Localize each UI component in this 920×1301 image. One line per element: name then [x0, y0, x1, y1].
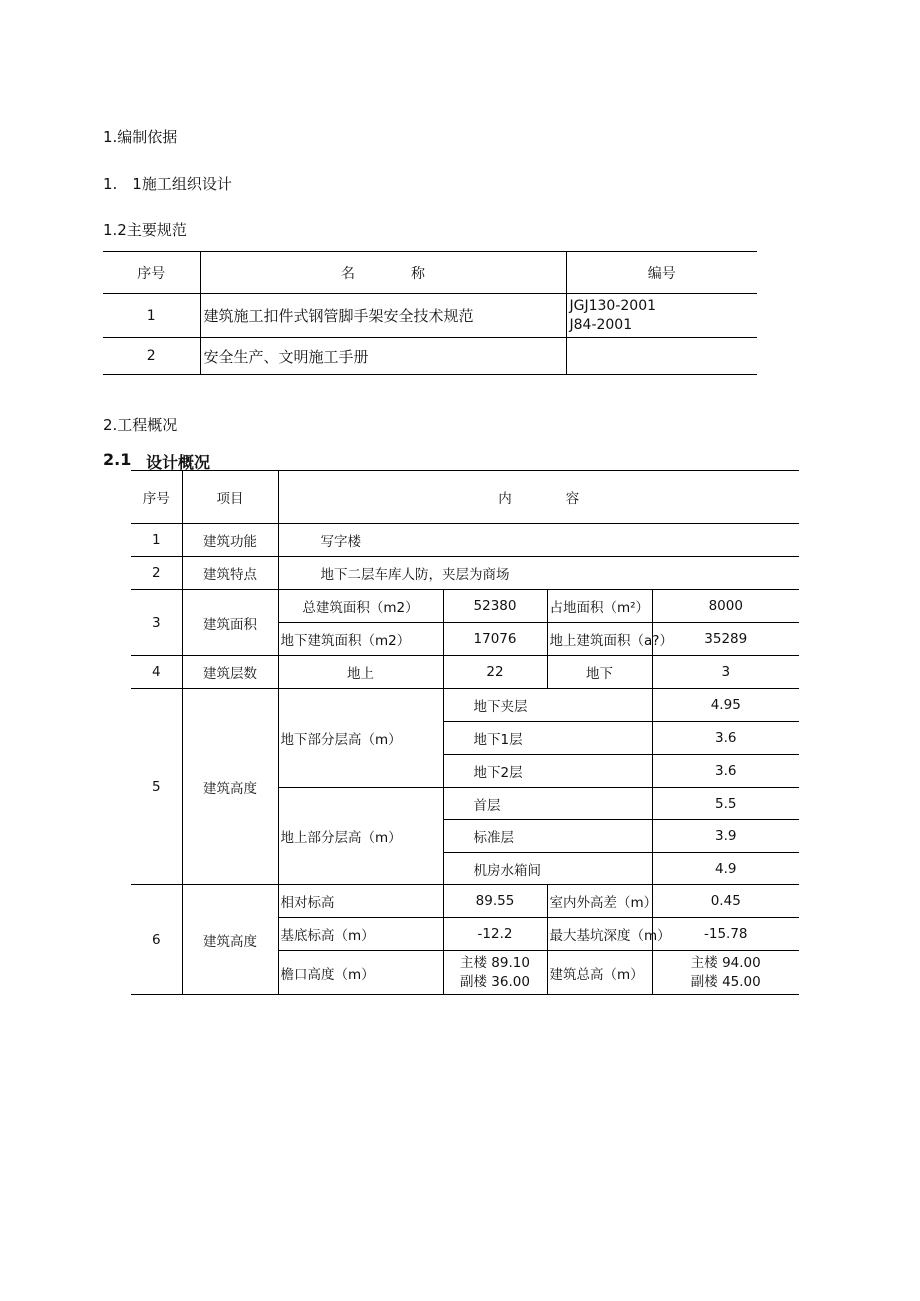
base-elevation-value: -12.2 [443, 918, 547, 951]
aboveground-area-label: 地上建筑面积（a?） [547, 623, 652, 656]
row-no: 1 [131, 524, 182, 557]
heading-compilation-basis: 1.编制依据 [103, 128, 178, 146]
design-overview-table [131, 470, 799, 995]
specs-row-code [566, 338, 757, 375]
row-no: 5 [131, 689, 182, 885]
table-row [131, 885, 799, 918]
design-header-row [131, 471, 799, 524]
table-row [103, 294, 757, 338]
floor-name: 地下1层 [443, 722, 652, 755]
floor-height: 4.95 [652, 689, 799, 722]
row-value: 地下二层车库人防，夹层为商场 [278, 557, 799, 590]
site-area-label: 占地面积（m²） [547, 590, 652, 623]
table-row [131, 557, 799, 590]
row-item: 建筑面积 [182, 590, 278, 656]
floors-below-label: 地下 [547, 656, 652, 689]
floor-height: 4.9 [652, 853, 799, 885]
floors-below-value: 3 [652, 656, 799, 689]
relative-elevation-value: 89.55 [443, 885, 547, 918]
row-item: 建筑层数 [182, 656, 278, 689]
eave-height-value [443, 951, 547, 995]
floor-height: 3.9 [652, 820, 799, 853]
row-item: 建筑高度 [182, 689, 278, 885]
row-no: 4 [131, 656, 182, 689]
row-no: 2 [131, 557, 182, 590]
row-value: 写字楼 [278, 524, 799, 557]
floor-name: 标准层 [443, 820, 652, 853]
row-item: 建筑特点 [182, 557, 278, 590]
heading-design-overview-number: 2.1 [103, 450, 132, 469]
eave-height-main: 主楼 89.10 [460, 954, 530, 971]
specs-row-code [566, 294, 757, 338]
relative-elevation-label: 相对标高 [278, 885, 443, 918]
row-item: 建筑高度 [182, 885, 278, 995]
eave-height-annex: 副楼 36.00 [460, 973, 530, 990]
underground-floor-height-label: 地下部分层高（m） [278, 689, 443, 788]
specs-row-name: 安全生产、文明施工手册 [200, 338, 566, 375]
heading-construction-design: 1. 1施工组织设计 [103, 175, 232, 193]
max-pit-depth-label: 最大基坑深度（m） [547, 918, 652, 951]
specs-table [103, 251, 757, 375]
specs-header-row [103, 252, 757, 294]
floor-name: 地下2层 [443, 755, 652, 788]
row-no: 3 [131, 590, 182, 656]
heading-project-overview: 2.工程概况 [103, 416, 178, 434]
floors-above-value: 22 [443, 656, 547, 689]
total-area-label: 总建筑面积（m2） [278, 590, 443, 623]
table-row [131, 689, 799, 722]
specs-row-no: 1 [103, 294, 200, 338]
design-header-no: 序号 [131, 471, 182, 524]
aboveground-floor-height-label: 地上部分层高（m） [278, 788, 443, 885]
base-elevation-label: 基底标高（m） [278, 918, 443, 951]
floor-height: 5.5 [652, 788, 799, 820]
table-row [131, 590, 799, 623]
row-item: 建筑功能 [182, 524, 278, 557]
specs-row-name: 建筑施工扣件式钢管脚手架安全技术规范 [200, 294, 566, 338]
table-row [131, 524, 799, 557]
underground-area-value: 17076 [443, 623, 547, 656]
specs-header-code: 编号 [566, 252, 757, 294]
indoor-outdoor-diff-label: 室内外高差（m） [547, 885, 652, 918]
indoor-outdoor-diff-value: 0.45 [652, 885, 799, 918]
floor-height: 3.6 [652, 722, 799, 755]
floors-above-label: 地上 [278, 656, 443, 689]
floor-name: 地下夹层 [443, 689, 652, 722]
underground-area-label: 地下建筑面积（m2） [278, 623, 443, 656]
heading-design-overview-title: 设计概况 [146, 453, 211, 472]
design-header-content: 内 容 [278, 471, 799, 524]
specs-header-no: 序号 [103, 252, 200, 294]
floor-name: 机房水箱间 [443, 853, 652, 885]
floor-name: 首层 [443, 788, 652, 820]
eave-height-label: 檐口高度（m） [278, 951, 443, 995]
floor-height: 3.6 [652, 755, 799, 788]
total-height-value [652, 951, 799, 995]
total-height-label: 建筑总高（m） [547, 951, 652, 995]
total-height-annex: 副楼 45.00 [690, 973, 761, 990]
max-pit-depth-value: -15.78 [652, 918, 799, 951]
heading-main-specs: 1.2主要规范 [103, 221, 187, 239]
row-no: 6 [131, 885, 182, 995]
specs-header-name: 名 称 [200, 252, 566, 294]
table-row [103, 338, 757, 375]
design-header-item: 项目 [182, 471, 278, 524]
total-area-value: 52380 [443, 590, 547, 623]
total-height-main: 主楼 94.00 [690, 954, 761, 971]
specs-code-line1: JGJ130-2001 [569, 297, 657, 314]
specs-code-line2: J84-2001 [569, 316, 633, 333]
aboveground-area-value: 35289 [652, 623, 799, 656]
site-area-value: 8000 [652, 590, 799, 623]
table-row [131, 656, 799, 689]
specs-row-no: 2 [103, 338, 200, 375]
